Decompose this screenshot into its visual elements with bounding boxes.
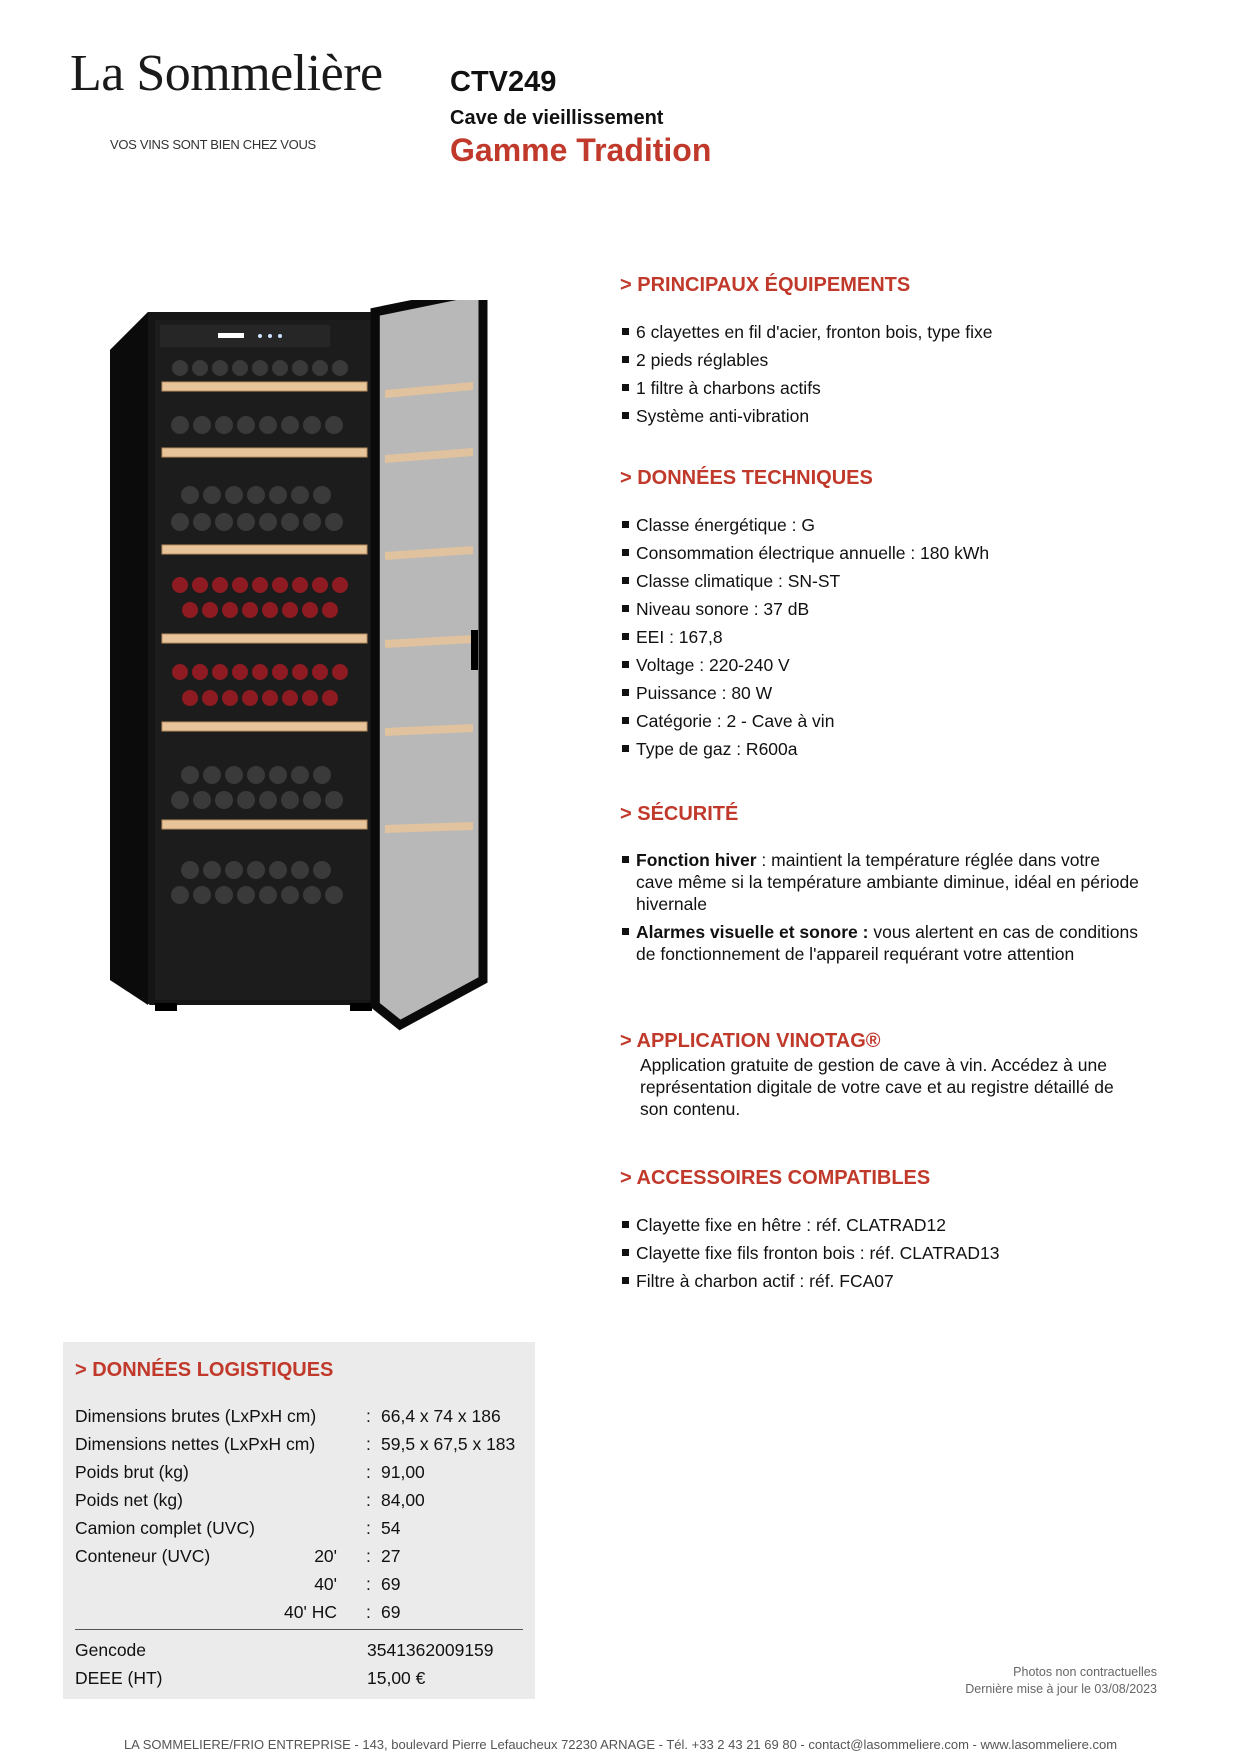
product-model: CTV249	[450, 66, 557, 98]
equipements-list	[620, 318, 992, 430]
logistics-label: Poids brut (kg)	[75, 1462, 189, 1482]
last-update: Dernière mise à jour le 03/08/2023	[965, 1682, 1157, 1696]
application-description: Application gratuite de gestion de cave à vin. Accédez à une représentation digitale de votre cave et au registre détaillé de son contenu.	[640, 1055, 1114, 1119]
container-size: 20'	[314, 1546, 337, 1566]
techniques-list	[620, 511, 989, 763]
logistics-value: 54	[381, 1518, 401, 1538]
product-subtitle: Cave de vieillissement	[450, 107, 664, 129]
list-item: 2 pieds réglables	[620, 346, 992, 374]
wine-cabinet-image	[100, 300, 500, 1040]
list-item: 1 filtre à charbons actifs	[620, 374, 992, 402]
section-title-application: > APPLICATION VINOTAG®	[620, 1030, 881, 1052]
gencode-value: 3541362009159	[367, 1640, 494, 1660]
gencode-label: Gencode	[75, 1640, 147, 1660]
list-item: Consommation électrique annuelle : 180 kWh	[620, 539, 989, 567]
logistics-label: Dimensions brutes (LxPxH cm)	[75, 1406, 317, 1426]
feature-description: vous alertent en cas de conditions de fonctionnement de l'appareil requérant votre attention	[636, 922, 1138, 964]
logistics-value: 66,4 x 74 x 186	[381, 1406, 501, 1426]
feature-name: Fonction hiver	[636, 850, 757, 870]
list-item: Classe climatique : SN-ST	[620, 567, 989, 595]
list-item: Clayette fixe en hêtre : réf. CLATRAD12	[620, 1211, 999, 1239]
logistics-label: Poids net (kg)	[75, 1490, 183, 1510]
logistics-box	[63, 1342, 535, 1699]
page-footer: LA SOMMELIERE/FRIO ENTREPRISE - 143, boulevard Pierre Lefaucheux 72230 ARNAGE - Tél. +33 2 43 21 69 80 - contact@lasommeliere.com - www.lasommeliere.com	[123, 1737, 1118, 1752]
logistics-colon: :	[366, 1434, 371, 1454]
section-title-techniques: > DONNÉES TECHNIQUES	[620, 467, 873, 489]
list-item	[620, 921, 1140, 965]
logistics-label: Conteneur (UVC)	[75, 1546, 211, 1566]
logistics-value: 84,00	[381, 1490, 425, 1510]
list-item: Puissance : 80 W	[620, 679, 989, 707]
list-item: Filtre à charbon actif : réf. FCA07	[620, 1267, 999, 1295]
brand-logo: La Sommelière	[70, 45, 383, 102]
list-item: Système anti-vibration	[620, 402, 992, 430]
logistics-value: 91,00	[381, 1462, 425, 1482]
deee-value: 15,00 €	[367, 1668, 426, 1688]
product-range: Gamme Tradition	[450, 132, 712, 168]
deee-label: DEEE (HT)	[75, 1668, 163, 1688]
accessoires-list	[620, 1211, 999, 1295]
logistics-colon: :	[366, 1518, 371, 1538]
list-item: Catégorie : 2 - Cave à vin	[620, 707, 989, 735]
container-size: 40'	[314, 1574, 337, 1594]
logistics-colon: :	[366, 1546, 371, 1566]
logistics-value: 69	[381, 1574, 401, 1594]
list-item	[620, 849, 1140, 915]
logistics-label: Dimensions nettes (LxPxH cm)	[75, 1434, 316, 1454]
logistics-colon: :	[366, 1406, 371, 1426]
list-item: Clayette fixe fils fronton bois : réf. CLATRAD13	[620, 1239, 999, 1267]
section-title-securite: > SÉCURITÉ	[620, 803, 739, 825]
list-item: EEI : 167,8	[620, 623, 989, 651]
list-item: 6 clayettes en fil d'acier, fronton bois, type fixe	[620, 318, 992, 346]
logistics-divider	[75, 1629, 523, 1630]
logistics-value: 59,5 x 67,5 x 183	[381, 1434, 516, 1454]
list-item: Classe énergétique : G	[620, 511, 989, 539]
logistics-label: Camion complet (UVC)	[75, 1518, 255, 1538]
list-item: Niveau sonore : 37 dB	[620, 595, 989, 623]
photos-disclaimer: Photos non contractuelles	[1013, 1665, 1157, 1679]
brand-tagline: VOS VINS SONT BIEN CHEZ VOUS	[110, 137, 316, 152]
logistics-colon: :	[366, 1574, 371, 1594]
section-title-logistique: > DONNÉES LOGISTIQUES	[75, 1359, 334, 1381]
list-item: Type de gaz : R600a	[620, 735, 989, 763]
feature-name: Alarmes visuelle et sonore :	[636, 922, 869, 942]
feature-description: : maintient la température réglée dans votre cave même si la température ambiante diminue, idéal en période hivernale	[636, 850, 1139, 914]
securite-list	[620, 849, 1140, 971]
logistics-colon: :	[366, 1602, 371, 1622]
section-title-accessoires: > ACCESSOIRES COMPATIBLES	[620, 1167, 931, 1189]
logistics-value: 69	[381, 1602, 401, 1622]
logistics-value: 27	[381, 1546, 401, 1566]
list-item: Voltage : 220-240 V	[620, 651, 989, 679]
section-title-equipements: > PRINCIPAUX ÉQUIPEMENTS	[620, 274, 911, 296]
container-size: 40' HC	[284, 1602, 337, 1622]
logistics-colon: :	[366, 1490, 371, 1510]
logistics-colon: :	[366, 1462, 371, 1482]
